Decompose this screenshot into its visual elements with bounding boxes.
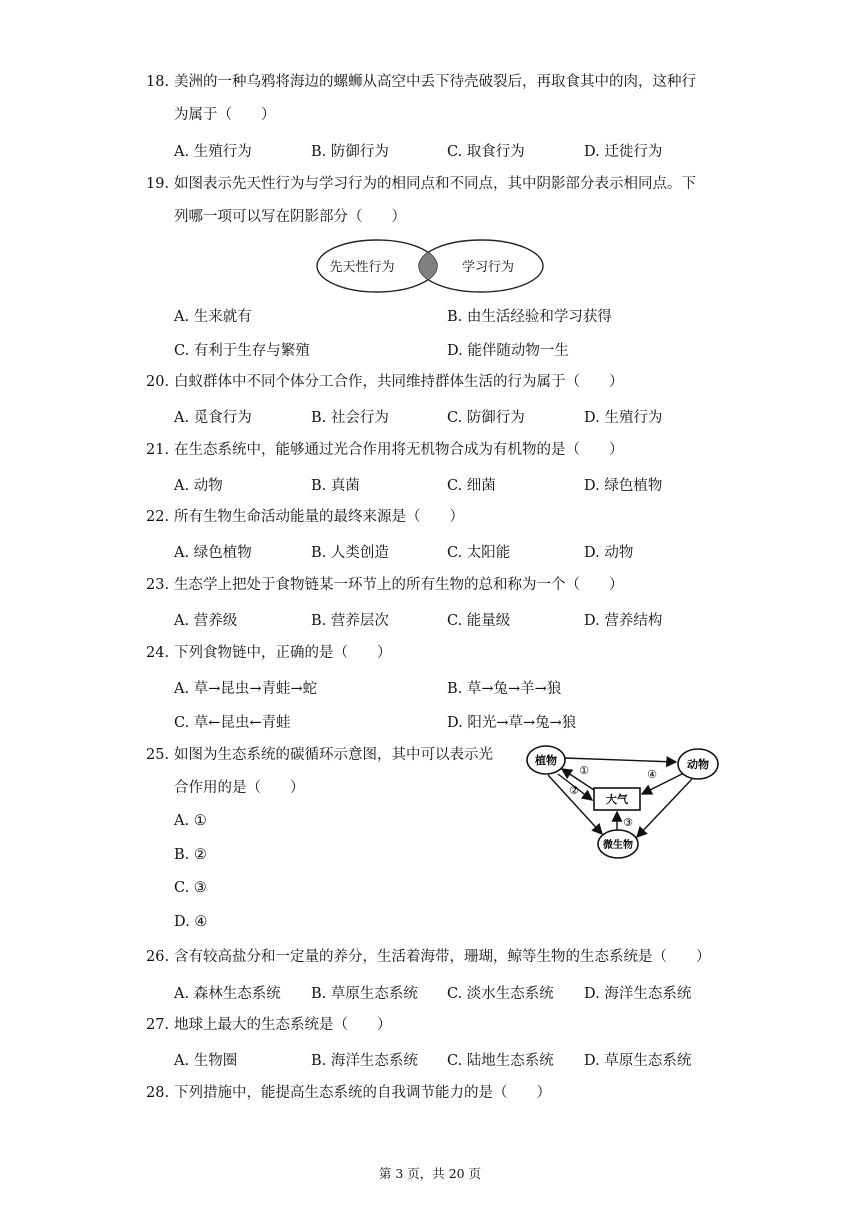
option-c: C. 细菌: [447, 478, 496, 494]
option-c: C. 有利于生存与繁殖: [174, 343, 310, 359]
option-b: B. 真菌: [311, 478, 360, 494]
mark-4: ④: [647, 768, 657, 781]
question-text: 美洲的一种乌鸦将海边的螺蛳从高空中丢下待壳破裂后，再取食其中的肉，这种行: [174, 74, 696, 90]
mark-1: ①: [579, 764, 589, 777]
option-a: A. 生来就有: [174, 309, 252, 325]
venn-diagram: [314, 236, 546, 296]
option-d: D. 绿色植物: [584, 478, 663, 494]
question-number: 26.: [146, 949, 170, 965]
mark-2: ②: [569, 784, 579, 797]
question-text: 地球上最大的生态系统是（ ）: [174, 1017, 392, 1033]
option-c: C. 太阳能: [447, 545, 511, 561]
option-a: A. ①: [174, 813, 207, 829]
question-text: 在生态系统中，能够通过光合作用将无机物合成为有机物的是（ ）: [174, 442, 624, 458]
question-number: 18.: [146, 74, 170, 90]
option-a: A. 生物圈: [174, 1053, 238, 1069]
option-d: D. ④: [174, 914, 208, 930]
option-c: C. 防御行为: [447, 410, 525, 426]
question-text: 下列措施中，能提高生态系统的自我调节能力的是（ ）: [174, 1085, 551, 1101]
animal-label: 动物: [687, 758, 709, 771]
option-b: B. 海洋生态系统: [311, 1053, 418, 1069]
option-c: C. 取食行为: [447, 144, 525, 160]
plant-label: 植物: [535, 754, 557, 767]
question-number: 24.: [146, 645, 170, 661]
option-a: A. 觅食行为: [174, 410, 252, 426]
question-text-line2: 列哪一项可以写在阴影部分（ ）: [174, 209, 406, 225]
question-number: 20.: [146, 374, 170, 390]
option-b: B. 草原生态系统: [311, 986, 418, 1002]
arrow-animal-to-microbe: [637, 779, 692, 837]
option-c: C. 淡水生态系统: [447, 986, 554, 1002]
question-number: 22.: [146, 509, 170, 525]
innate-behavior-label: 先天性行为: [329, 260, 395, 275]
question-text-line2: 合作用的是（ ）: [174, 780, 305, 796]
question-number: 21.: [146, 442, 170, 458]
option-a: A. 生殖行为: [174, 144, 252, 160]
option-a: A. 森林生态系统: [174, 986, 281, 1002]
atmosphere-label: 大气: [606, 793, 628, 806]
option-a: A. 草→昆虫→青蛙→蛇: [174, 681, 318, 697]
question-text: 所有生物生命活动能量的最终来源是（ ）: [174, 509, 464, 525]
question-text: 如图为生态系统的碳循环示意图，其中可以表示光: [174, 747, 493, 763]
option-d: D. 动物: [584, 545, 634, 561]
question-number: 28.: [146, 1085, 170, 1101]
option-c: C. 能量级: [447, 613, 511, 629]
option-d: D. 阳光→草→兔→狼: [447, 715, 577, 731]
option-a: A. 动物: [174, 478, 223, 494]
question-text-line2: 为属于（ ）: [174, 107, 276, 123]
microbe-label: 微生物: [603, 840, 633, 851]
question-text: 生态学上把处于食物链某一环节上的所有生物的总和称为一个（ ）: [174, 577, 624, 593]
question-number: 19.: [146, 176, 170, 192]
option-b: B. 由生活经验和学习获得: [447, 309, 612, 325]
option-c: C. 陆地生态系统: [447, 1053, 554, 1069]
option-d: D. 草原生态系统: [584, 1053, 692, 1069]
carbon-cycle-diagram: [524, 742, 724, 862]
option-d: D. 能伴随动物一生: [447, 343, 569, 359]
option-d: D. 海洋生态系统: [584, 986, 692, 1002]
option-c: C. 草←昆虫←青蛙: [174, 715, 291, 731]
option-d: D. 迁徙行为: [584, 144, 663, 160]
question-number: 27.: [146, 1017, 170, 1033]
option-b: B. 营养层次: [311, 613, 389, 629]
option-b: B. 社会行为: [311, 410, 389, 426]
option-a: A. 绿色植物: [174, 545, 252, 561]
arrow-plant-to-animal: [565, 758, 676, 762]
question-number: 23.: [146, 577, 170, 593]
option-b: B. 人类创造: [311, 545, 389, 561]
option-d: D. 生殖行为: [584, 410, 663, 426]
question-number: 25.: [146, 747, 170, 763]
page-footer: 第 3 页，共 20 页: [378, 1166, 482, 1181]
option-d: D. 营养结构: [584, 613, 663, 629]
question-text: 如图表示先天性行为与学习行为的相同点和不同点，其中阴影部分表示相同点。下: [174, 176, 696, 192]
option-c: C. ③: [174, 880, 207, 896]
question-text: 白蚁群体中不同个体分工合作，共同维持群体生活的行为属于（ ）: [174, 374, 624, 390]
option-b: B. ②: [174, 847, 207, 863]
option-b: B. 防御行为: [311, 144, 389, 160]
mark-3: ③: [623, 816, 633, 829]
question-text: 下列食物链中，正确的是（ ）: [174, 645, 392, 661]
question-text: 含有较高盐分和一定量的养分，生活着海带，珊瑚，鲸等生物的生态系统是（ ）: [174, 949, 711, 965]
option-b: B. 草→兔→羊→狼: [447, 681, 562, 697]
option-a: A. 营养级: [174, 613, 238, 629]
learned-behavior-label: 学习行为: [461, 260, 515, 275]
